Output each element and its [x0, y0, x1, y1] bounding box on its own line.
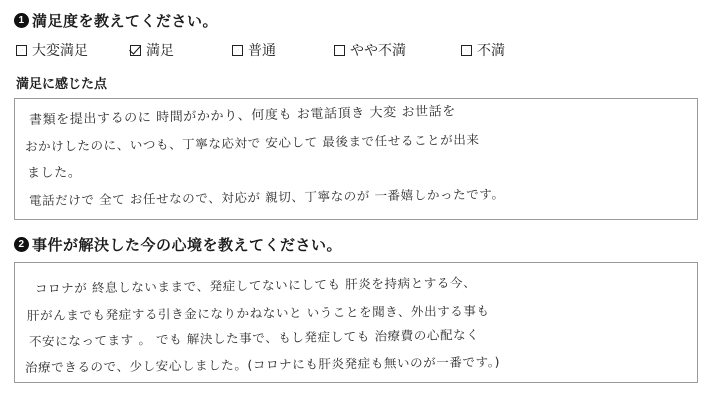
- choice-label: 満足: [146, 42, 174, 58]
- checkbox-icon[interactable]: [334, 45, 345, 56]
- answer-box-question-2: [14, 262, 698, 383]
- handwritten-line: ました。: [26, 165, 82, 181]
- answer-box-question-1: [14, 98, 698, 220]
- choice-label: 不満: [477, 42, 505, 58]
- question-2-number: 2: [14, 237, 29, 252]
- checkbox-icon[interactable]: [232, 45, 243, 56]
- choice-label: 大変満足: [32, 42, 88, 58]
- choice-dissatisfied[interactable]: [461, 43, 505, 57]
- question-2-text: 事件が解決した今の心境を教えてください。: [32, 237, 343, 254]
- choice-label: 普通: [248, 42, 276, 58]
- choice-satisfied[interactable]: [130, 43, 174, 57]
- handwritten-line: 電話だけで 全て お任せなので、対応が 親切、丁寧なのが 一番嬉しかったです。: [28, 186, 505, 208]
- checkbox-icon[interactable]: [461, 45, 472, 56]
- handwritten-answer-1: [15, 99, 697, 219]
- checkbox-icon[interactable]: [16, 45, 27, 56]
- handwritten-answer-2: [15, 263, 697, 382]
- choice-very-satisfied[interactable]: [16, 43, 88, 57]
- question-2-heading: [14, 234, 698, 255]
- choice-somewhat-dissatisfied[interactable]: [334, 43, 406, 57]
- handwritten-line: 書類を提出するのに 時間がかかり、何度も お電話頂き 大変 お世話を: [28, 104, 457, 128]
- question-1-number: 1: [14, 13, 29, 28]
- handwritten-line: おかけしたのに、いつも、丁寧な応対で 安心して 最後まで任せることが出来: [24, 131, 480, 154]
- checkbox-checked-icon[interactable]: [130, 45, 141, 56]
- handwritten-line: 治療できるので、少し安心しました。(コロナにも肝炎発症も無いのが一番です。): [24, 354, 501, 375]
- question-1-text: 満足度を教えてください。: [32, 13, 219, 30]
- choice-neutral[interactable]: [232, 43, 276, 57]
- choice-label: やや不満: [350, 42, 406, 58]
- handwritten-line: コロナが 終息しないままで、発症してないにしても 肝炎を持病とする今、: [34, 274, 477, 296]
- satisfaction-choice-group: [14, 43, 698, 57]
- handwritten-line: 不安になってます 。 でも 解決した事で、もし発症しても 治療費の心配なく: [28, 326, 480, 349]
- question-1-heading: [14, 10, 698, 31]
- handwritten-line: 肝がんまでも発症する引き金になりかねないと いうことを聞き、外出する事も: [26, 303, 490, 323]
- satisfied-points-label: 満足に感じた点: [16, 76, 108, 91]
